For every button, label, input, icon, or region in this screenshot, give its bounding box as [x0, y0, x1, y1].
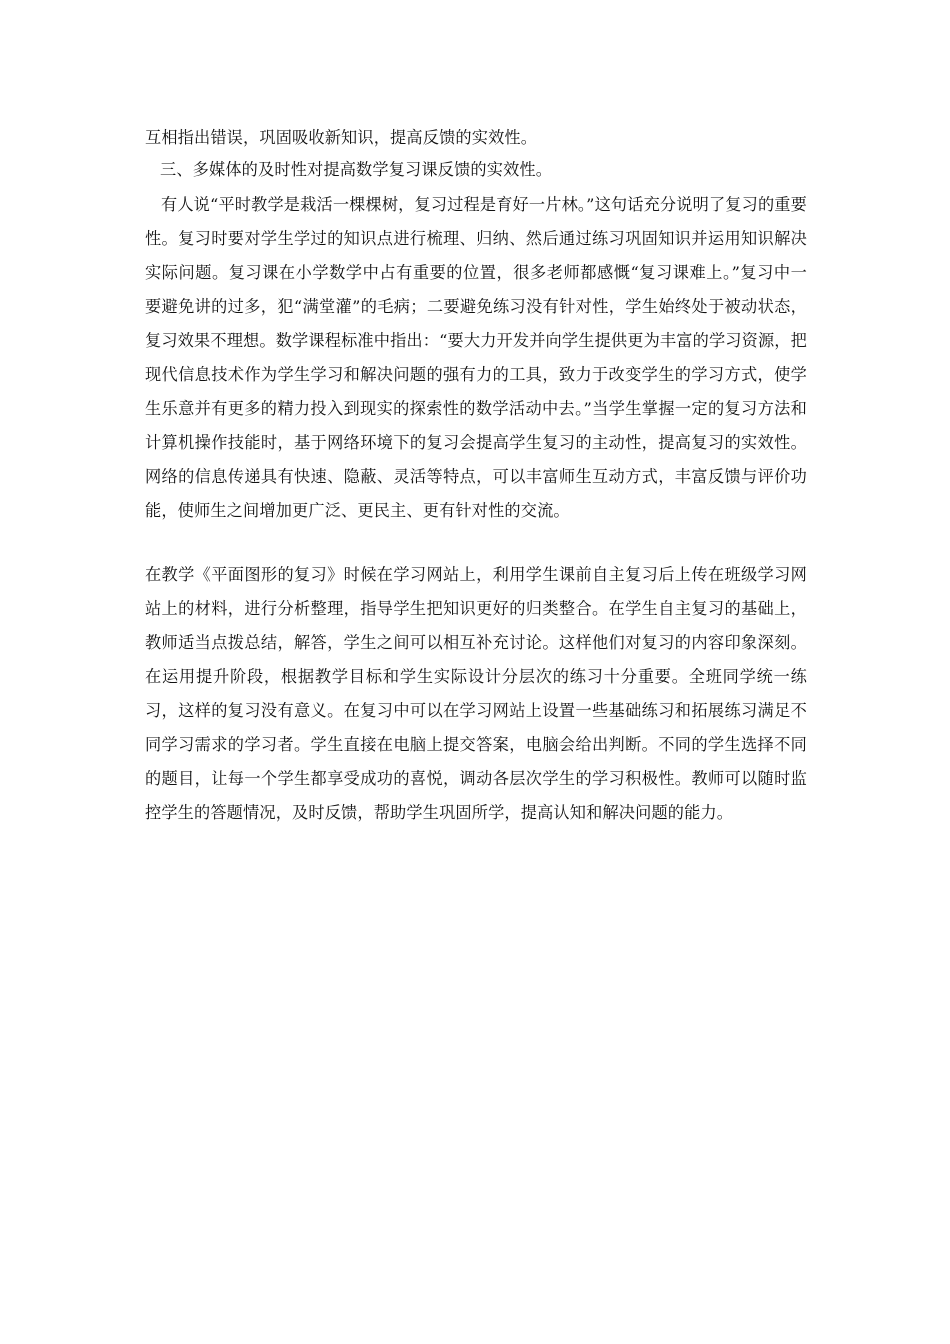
paragraph-continuation: 互相指出错误，巩固吸收新知识，提高反馈的实效性。: [145, 128, 538, 147]
paragraph-main: 有人说“平时教学是栽活一棵棵树，复习过程是育好一片林。”这句话充分说明了复习的重要性。复习时要对学生学过的知识点进行梳理、归纳、然后通过练习巩固知识并运用知识解决实际问题。复习课在小学数学中占有重要的位置，很多老师都感慨“复习课难上。”复习中一要避免讲的过多，犯“满堂灌”的毛病；二要避免练习没有针对性，学生始终处于被动状态，复习效果不理想。数学课程标准中指出：“要大力开发并向学生提供更为丰富的学习资源，把现代信息技术作为学生学习和解决问题的强有力的工具，致力于改变学生的学习方式，使学生乐意并有更多的精力投入到现实的探索性的数学活动中去。”当学生掌握一定的复习方法和计算机操作技能时，基于网络环境下的复习会提高学生复习的主动性，提高复习的实效性。网络的信息传递具有快速、隐蔽、灵活等特点，可以丰富师生互动方式，丰富反馈与评价功能，使师生之间增加更广泛、更民主、更有针对性的交流。: [145, 195, 807, 520]
section-heading: 三、多媒体的及时性对提高数学复习课反馈的实效性。: [160, 160, 553, 179]
paragraph-example: 在教学《平面图形的复习》时候在学习网站上，利用学生课前自主复习后上传在班级学习网站上的材料，进行分析整理，指导学生把知识更好的归类整合。在学生自主复习的基础上，教师适当点拨总结，解答，学生之间可以相互补充讨论。这样他们对复习的内容印象深刻。在运用提升阶段，根据教学目标和学生实际设计分层次的练习十分重要。全班同学统一练习，这样的复习没有意义。在复习中可以在学习网站上设置一些基础练习和拓展练习满足不同学习需求的学习者。学生直接在电脑上提交答案，电脑会给出判断。不同的学生选择不同的题目，让每一个学生都享受成功的喜悦，调动各层次学生的学习积极性。教师可以随时监控学生的答题情况，及时反馈，帮助学生巩固所学，提高认知和解决问题的能力。: [145, 565, 807, 822]
